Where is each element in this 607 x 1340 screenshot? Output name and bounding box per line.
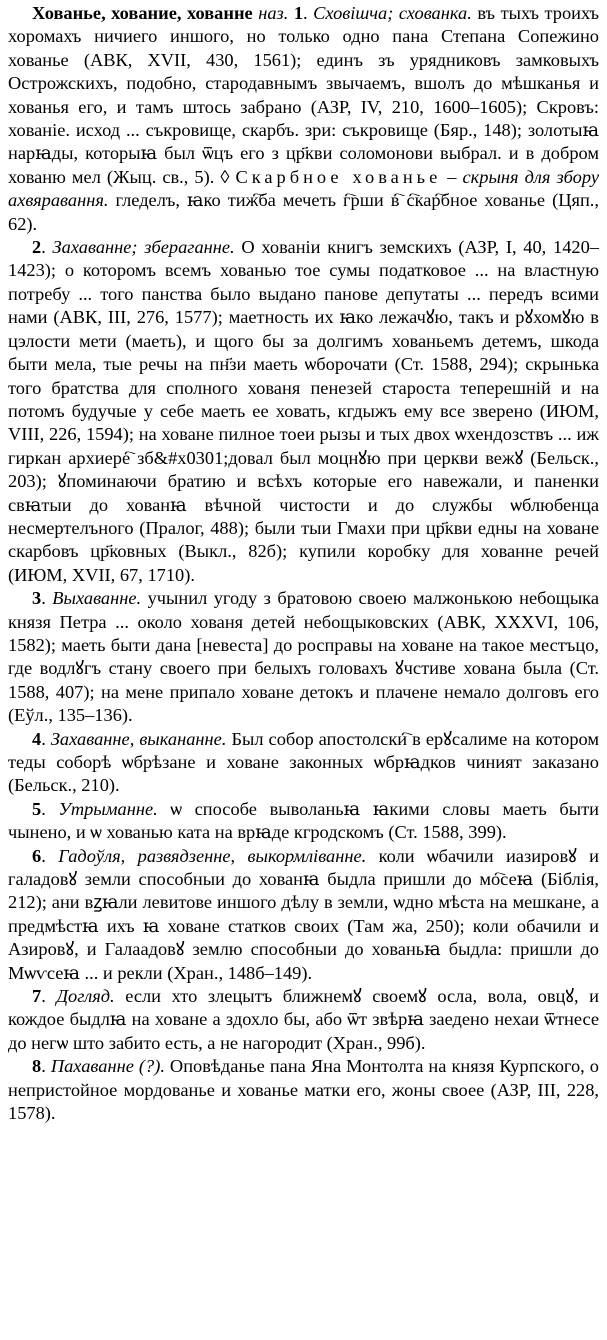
headword-bold: 6 [32,845,42,866]
body-text: . [41,237,53,258]
italic-text: Утрыманне. [58,798,158,819]
body-text: . [41,1056,51,1077]
italic-text: Выхаванне. [52,588,142,609]
headword-bold: 4 [32,728,42,749]
headword-bold: Хованье, хование, хованне [32,3,253,23]
headword-bold: 1 [293,3,304,23]
sense-paragraph [8,728,599,798]
spaced-phrase: Скарбное хованье [235,166,442,187]
body-text: если хто злецытъ ближнемꙋ своемꙋ осла, вола, овцꙋ, и кождое быдлꙗ на ховане а здохло бы, або ѿт звѣрꙗ заедено нехаи ѿтнесе до негѡ што забито есть, а не нагородит (Хран., 99б). [8,986,599,1053]
body-text: учынил угоду з братовою своею малжонькою небощыка князя Петра ... около хованя детей небощыковских (АВК, XXXVI, 106, 1582); маеть быти дана [невеста] до росправы на ховане на такое местъцо, где водлꙋгъ стану своего при белыхъ головахъ ꙋчстиве хована была (Ст. 1588, 407); на мене припало ховане детокъ и плачене немало долговъ его (Еўл., 135–136). [8,588,599,726]
body-text: ѡ способе выволаньꙗ ꙗкими словы маеть быти чынено, и ѡ хованью ката на врꙗде кгродскомъ (Ст. 1588, 399). [8,798,599,843]
sense-paragraph [8,798,599,845]
italic-text: Сховішча; схованка. [313,3,472,23]
italic-text: Гадоўля, развядзенне, выкормліванне. [58,845,367,866]
italic-text: Пахаванне (?). [50,1056,165,1077]
sense-paragraph [8,587,599,727]
sense-paragraph [8,985,599,1055]
headword-bold: 7 [32,986,42,1007]
body-text: . [41,728,51,749]
headword-bold: 2 [32,237,42,258]
body-text: Был собор апостолски҇ в ерꙋсалиме на котором теды соборѣ ѡбрѣзане и ховане законных ѡбрꙗдков чиният заказано (Бельск., 210). [8,728,600,796]
italic-text: наз. [258,3,289,23]
sense-paragraph [8,845,599,985]
sense-paragraph [8,2,599,236]
sense-paragraph [8,236,599,587]
body-text: Оповѣданье пана Яна Монтолта на князя Курпского, о непристойное мордованье и хованье матки его, жоны своее (АЗР, III, 228, 1578). [8,1056,599,1124]
body-text: . [41,845,59,866]
sense-paragraph [8,1055,599,1125]
italic-text: Захаванне, выкананне. [50,728,227,749]
body-text: въ тыхъ троихъ хоромахъ ничиего иншого, но только одно пана Степана Сопежино хованье (АВК, XVII, 430, 1561); единъ зъ урядниковъ замковыхъ Острожскихъ, подобно, стародавнымъ звычаемъ, вшолъ до мѣшканья и хованья его, и тамъ штось забрано (АЗР, IV, 210, 1600–1605); Скровъ: хованіе. исход ... съкровище, скарбъ. зри: съкровище (Бяр., 148); золотыꙗ нарꙗды, которыꙗ был ѿцъ его з цр҃кви соломонови выбрал. и в добром хованю мел (Жыц. св., 5). ◊ [8,3,599,187]
headword-bold: 8 [32,1056,42,1077]
body-text: . [303,3,314,23]
italic-text: Захаванне; збераганне. [52,237,235,258]
body-text: коли ѡбачили иазировꙋ и галадовꙋ земли способныи до хованꙗ быдла пришли до мо҇сеꙗ (Біблія, 212); ани вꙁꙗли левитове иншого дѣлу в земли, ѡдно мѣста на мешкане, а предмѣстꙗ ихъ ꙗ ховане статков своих (Там жа, 250); коли обачили и Азировꙋ, и Галаадовꙋ землю способныи до хованьꙗ быдла: пришли до Мѡѵсеꙗ ... и рекли (Хран., 148б–149). [8,845,599,983]
italic-text: Догляд. [56,986,115,1007]
body-text: . [41,986,57,1007]
body-text: О хованiи книгъ земскихъ (АЗР, I, 40, 1420–1423); о которомъ всемъ хованью тое сумы податковое ... на властную потребу ... того панства было выдано панове депутаты ... передъ всими нами (АВК, III, 276, 1577); маетность их ꙗко лежачꙋю, такъ и рꙋхомꙋю в цэлости мети (маеть), и щого бы за долгимъ хованьемъ детемъ, шкода быти мела, тые речы на пн҃зи маеть ѡборочати (Ст. 1588, 294); скрынька того братства для сполного хованя пенезей староста теперешнiй и на потомъ будучые у себе маеть ее ховать, кгдыжъ ему все зверено (ИЮМ, VIII, 226, 1594); на ховане пилное тоеи рызы и тых двох ѡхендозствъ ... иж гиркан архиере҇ зб&#x0301;довал был моцнꙋю при церкви вежꙋ (Бельск., 203); ꙋпоминаючи братию и всѣхъ которые его навежали, и паненки свꙗтыи до хованꙗ вѣчной чистости и до службы ѡблюбенца несмертелъного (Пралог, 488); были тыи Гмахи при цр҃кви едны на ховане скарбовъ цр҃ковных (Выкл., 82б); купили коробку для хованне речей (ИЮМ, XVII, 67, 1710). [8,237,599,585]
body-text: . [41,798,59,819]
body-text: гледелъ, ꙗко тиж҇ба мечеть г҇рши в҇ с҇кар҇бное хованье (Цяп., 62). [8,190,599,234]
body-text: – [441,166,463,187]
headword-bold: 3 [32,588,42,609]
italic-text: скрыня для збору ахвяравання. [8,166,599,211]
body-text: . [41,588,53,609]
headword-bold: 5 [32,798,42,819]
